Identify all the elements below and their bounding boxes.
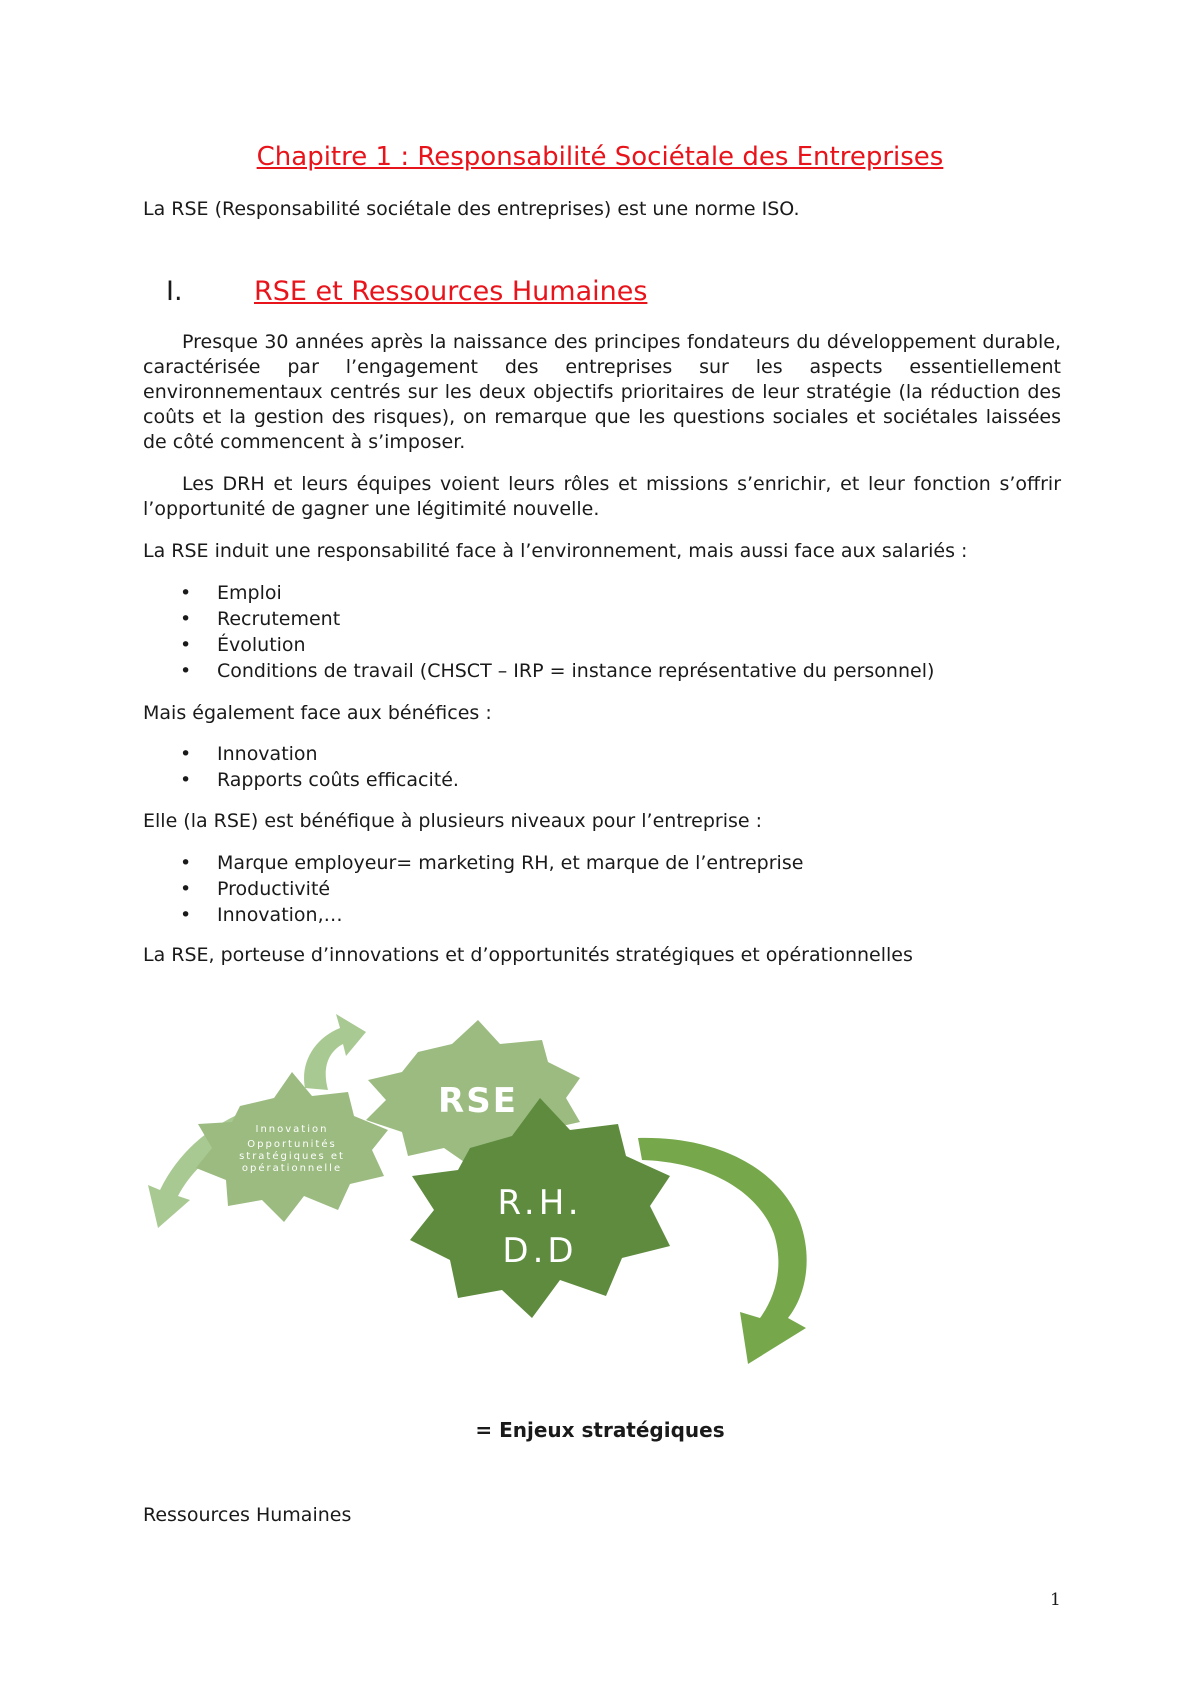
section-title: RSE et Ressources Humaines [254,276,648,307]
list-item: • Innovation,… [143,902,803,928]
innovation-gear-line-3: stratégiques et [239,1151,345,1162]
list-item: • Rapports coûts efficacité. [143,767,459,793]
bullet-list-3 [143,850,803,928]
lead-text-3: Elle (la RSE) est bénéfique à plusieurs niveaux pour l’entreprise : [143,810,763,832]
rse-gear-label: RSE [438,1081,518,1121]
rh-gear-label-1: R.H. [497,1183,583,1223]
section-number: I. [166,276,183,307]
bullet-list-2 [143,741,459,793]
bullet-list-1 [143,580,934,684]
rh-gear-label-2: D.D [502,1231,578,1271]
curved-arrow-right [638,1138,807,1364]
lead-text-1: La RSE induit une responsabilité face à l’environnement, mais aussi face aux salariés : [143,540,968,562]
list-item: • Évolution [143,632,934,658]
list-item: • Innovation [143,741,459,767]
innovation-gear-line-1: Innovation [255,1124,329,1135]
list-item: • Marque employeur= marketing RH, et marque de l’entreprise [143,850,803,876]
list-item: • Conditions de travail (CHSCT – IRP = instance représentative du personnel) [143,658,934,684]
list-item: • Emploi [143,580,934,606]
lead-text-4: La RSE, porteuse d’innovations et d’opportunités stratégiques et opérationnelles [143,944,913,966]
diagram-caption: = Enjeux stratégiques [475,1418,725,1442]
curved-arrow-top [304,1014,366,1090]
chapter-title: Chapitre 1 : Responsabilité Sociétale des Entreprises [256,142,944,172]
innovation-gear [196,1072,388,1222]
page-number: 1 [1050,1590,1061,1610]
section-heading [166,276,647,307]
intro-text: La RSE (Responsabilité sociétale des entreprises) est une norme ISO. [143,198,800,220]
paragraph-1: Presque 30 années après la naissance des principes fondateurs du développement durable, caractérisée par l’engagement des entreprises sur les aspects essentiellement environnementaux centrés sur les deux objectifs prioritaires de leur stratégie (la réduction des coûts et la gestion des risques), on remarque que les questions sociales et sociétales laissées de côté commencent à s’imposer. [143,331,1061,453]
list-item: • Productivité [143,876,803,902]
lead-text-2: Mais également face aux bénéfices : [143,702,492,724]
innovation-gear-line-2: Opportunités [247,1139,337,1150]
list-item: • Recrutement [143,606,934,632]
paragraph-2: Les DRH et leurs équipes voient leurs rôles et missions s’enrichir, et leur fonction s’offrir l’opportunité de gagner une légitimité nouvelle. [143,473,1061,520]
gear-diagram [140,1000,920,1400]
footer-text: Ressources Humaines [143,1504,352,1526]
innovation-gear-line-4: opérationnelle [241,1163,343,1174]
